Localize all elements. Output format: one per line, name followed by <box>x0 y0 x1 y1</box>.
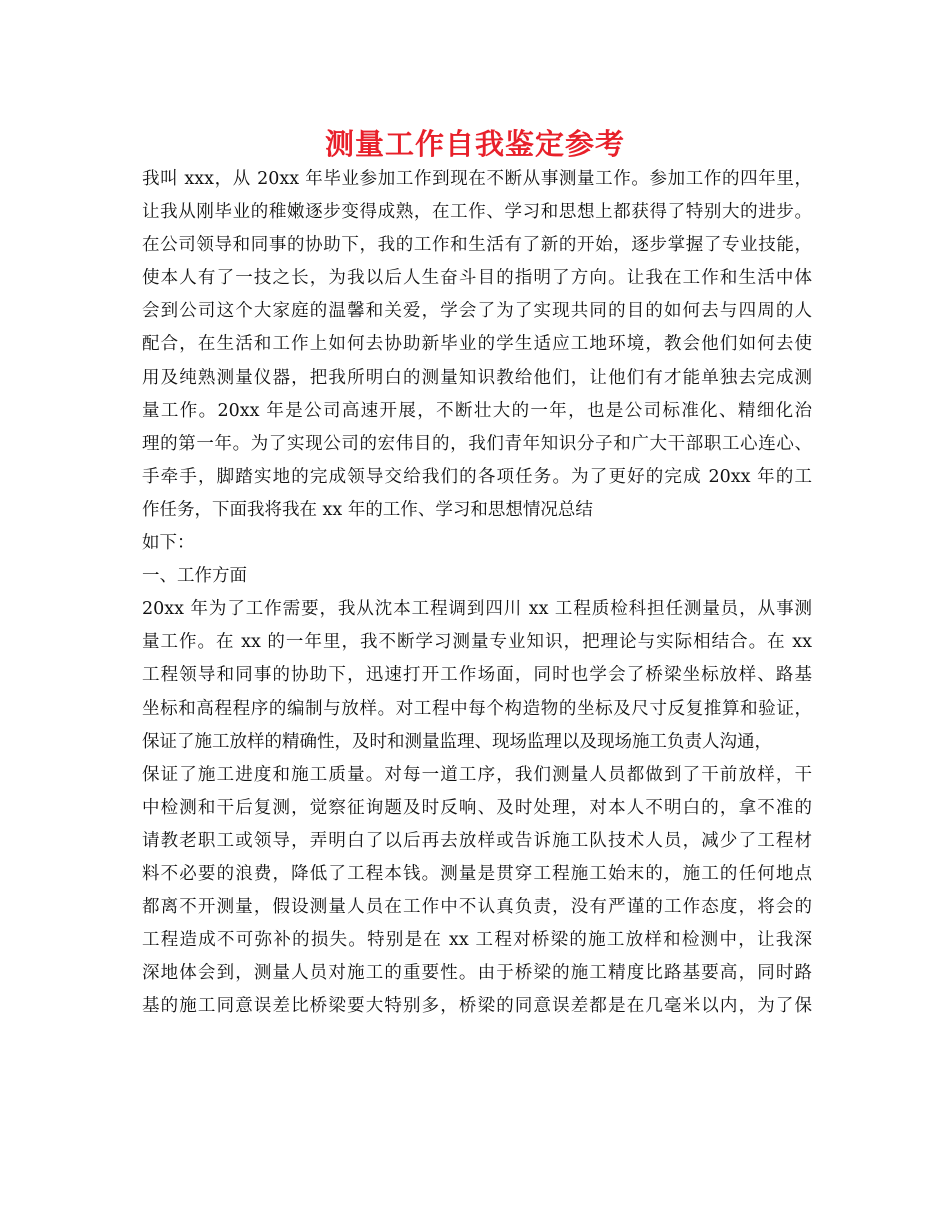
text-line: 作任务，下面我将我在 xx 年的工作、学习和思想情况总结 <box>142 499 593 520</box>
text-line: 使本人有了一技之长，为我以后人生奋斗目的指明了方向。让我在工作和生活中体 <box>142 268 812 289</box>
text-line: 工程造成不可弥补的损失。特别是在 xx 工程对桥梁的施工放样和检测中，让我深 <box>142 930 812 951</box>
text-line: 会到公司这个大家庭的温馨和关爱，学会了为了实现共同的目的如何去与四周的人 <box>142 301 812 322</box>
text-line: 坐标和高程程序的编制与放样。对工程中每个构造物的坐标及尺寸反复推算和验证， <box>142 698 812 719</box>
text-line: 配合，在生活和工作上如何去协助新毕业的学生适应工地环境，教会他们如何去使 <box>142 334 812 355</box>
text-line: 料不必要的浪费，降低了工程本钱。测量是贯穿工程施工始末的，施工的任何地点 <box>142 863 812 884</box>
text-line: 基的施工同意误差比桥梁要大特别多，桥梁的同意误差都是在几毫米以内，为了保 <box>142 996 812 1017</box>
text-line: 理的第一年。为了实现公司的宏伟目的，我们青年知识分子和广大干部职工心连心、 <box>142 433 812 454</box>
text-line: 中检测和干后复测，觉察征询题及时反响、及时处理，对本人不明白的，拿不准的 <box>142 797 812 818</box>
text-line: 请教老职工或领导，弄明白了以后再去放样或告诉施工队技术人员，减少了工程材 <box>142 830 812 851</box>
text-line: 我叫 xxx，从 20xx 年毕业参加工作到现在不断从事测量工作。参加工作的四年里， <box>142 169 812 189</box>
text-line: 让我从刚毕业的稚嫩逐步变得成熟，在工作、学习和思想上都获得了特别大的进步。 <box>142 202 812 223</box>
text-line: 20xx 年为了工作需要，我从沈本工程调到四川 xx 工程质检科担任测量员，从事测 <box>142 599 812 620</box>
section-heading: 一、工作方面 <box>142 566 247 587</box>
text-line: 保证了施工放样的精确性，及时和测量监理、现场监理以及现场施工负责人沟通， <box>142 731 772 752</box>
text-line: 如下： <box>142 533 195 554</box>
text-line: 工程领导和同事的协助下，迅速打开工作场面，同时也学会了桥梁坐标放样、路基 <box>142 665 812 686</box>
text-line: 用及纯熟测量仪器，把我所明白的测量知识教给他们，让他们有才能单独去完成测 <box>142 367 812 388</box>
document-title: 测量工作自我鉴定参考 <box>324 127 625 161</box>
document-body <box>142 163 812 1023</box>
text-line: 在公司领导和同事的协助下，我的工作和生活有了新的开始，逐步掌握了专业技能， <box>142 235 812 256</box>
text-line: 深地体会到，测量人员对施工的重要性。由于桥梁的施工精度比路基要高，同时路 <box>142 963 812 984</box>
text-line: 保证了施工进度和施工质量。对每一道工序，我们测量人员都做到了干前放样，干 <box>142 764 812 785</box>
text-line: 量工作。20xx 年是公司高速开展，不断壮大的一年，也是公司标准化、精细化治 <box>142 400 812 421</box>
text-line: 量工作。在 xx 的一年里，我不断学习测量专业知识，把理论与实际相结合。在 xx <box>142 632 812 653</box>
text-line: 都离不开测量，假设测量人员在工作中不认真负责，没有严谨的工作态度，将会的 <box>142 897 812 918</box>
text-line: 手牵手，脚踏实地的完成领导交给我们的各项任务。为了更好的完成 20xx 年的工 <box>142 466 812 487</box>
